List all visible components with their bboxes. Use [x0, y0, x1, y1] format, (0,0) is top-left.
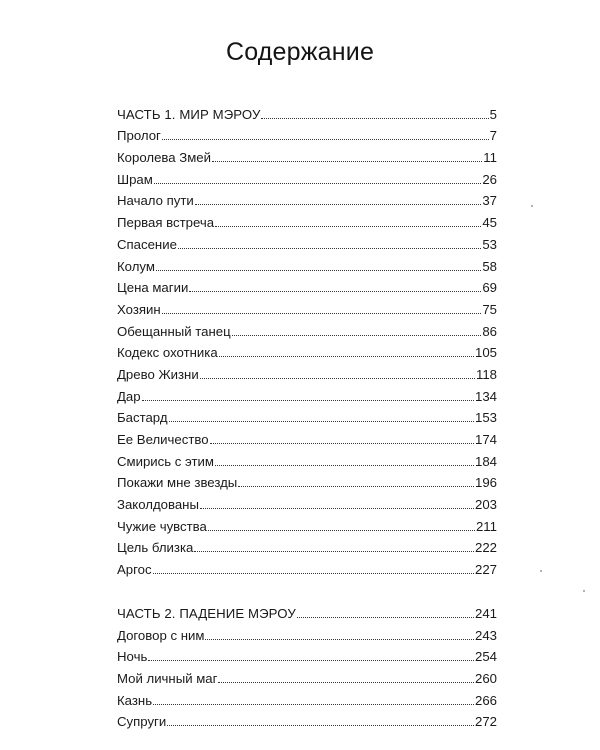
toc-entry	[117, 230, 497, 252]
page-number: 53	[482, 236, 497, 252]
toc-entry	[117, 534, 497, 556]
toc-entry	[117, 469, 497, 491]
dot-leader	[167, 725, 474, 726]
chapter-title: Дар	[117, 388, 141, 404]
toc-entry	[117, 317, 497, 339]
page-number: 153	[474, 410, 497, 426]
chapter-title: Смирись с этим	[117, 453, 214, 469]
chapter-title: Чужие чувства	[117, 518, 207, 534]
toc-entry	[117, 425, 497, 447]
chapter-title: Шрам	[117, 171, 153, 187]
chapter-title: Первая встреча	[117, 215, 215, 231]
page-number: 5	[489, 106, 497, 122]
toc-entry	[117, 360, 497, 382]
page-number: 203	[474, 497, 497, 513]
dot-leader	[210, 443, 474, 444]
dot-leader	[169, 421, 474, 422]
page-number: 241	[474, 605, 497, 621]
chapter-title: Заколдованы	[117, 497, 199, 513]
toc-entry	[117, 512, 497, 534]
dot-leader	[189, 291, 481, 292]
dot-leader	[212, 161, 482, 162]
print-speck	[531, 205, 533, 207]
toc-part-heading	[117, 599, 497, 621]
toc-entry	[117, 382, 497, 404]
chapter-title: Аргос	[117, 562, 152, 578]
dot-leader	[178, 248, 481, 249]
page-number: 184	[474, 453, 497, 469]
chapter-title: Королева Змей	[117, 150, 212, 166]
chapter-title: Бастард	[117, 410, 168, 426]
chapter-title: Мой личный маг	[117, 670, 218, 686]
page-title: Содержание	[225, 38, 375, 66]
page-number: 266	[474, 692, 497, 708]
page-number: 227	[474, 562, 497, 578]
dot-leader	[297, 617, 474, 618]
dot-leader	[142, 400, 474, 401]
chapter-title: Спасение	[117, 236, 177, 252]
chapter-title: Пролог	[117, 128, 161, 144]
dot-leader	[215, 226, 481, 227]
dot-leader	[261, 118, 488, 119]
chapter-title: Супруги	[117, 714, 167, 730]
page-number: 260	[474, 670, 497, 686]
toc-entry	[117, 447, 497, 469]
chapter-title: Кодекс охотника	[117, 345, 218, 361]
dot-leader	[153, 573, 474, 574]
page-number: 45	[482, 215, 497, 231]
dot-leader	[232, 335, 482, 336]
toc-entry	[117, 621, 497, 643]
toc-entry	[117, 664, 497, 686]
dot-leader	[200, 378, 475, 379]
page-number: 134	[474, 388, 497, 404]
chapter-title: Договор с ним	[117, 627, 205, 643]
toc-entry	[117, 208, 497, 230]
toc-entry	[117, 165, 497, 187]
toc-entry	[117, 555, 497, 577]
dot-leader	[238, 486, 474, 487]
dot-leader	[156, 270, 481, 271]
toc-section	[117, 100, 497, 577]
print-speck	[583, 590, 585, 592]
dot-leader	[154, 183, 482, 184]
page-number: 254	[474, 649, 497, 665]
toc-entry	[117, 252, 497, 274]
page-number: 58	[482, 258, 497, 274]
toc-entry	[117, 187, 497, 209]
toc-entry	[117, 122, 497, 144]
page-number: 7	[489, 128, 497, 144]
dot-leader	[205, 639, 474, 640]
toc-entry	[117, 404, 497, 426]
dot-leader	[218, 682, 474, 683]
toc-part-heading	[117, 100, 497, 122]
page-number: 211	[475, 518, 497, 534]
chapter-title: Ее Величество	[117, 432, 209, 447]
page-number: 26	[482, 171, 497, 187]
dot-leader	[194, 551, 474, 552]
toc-entry	[117, 708, 497, 730]
table-of-contents	[117, 100, 497, 729]
page-number: 37	[482, 193, 497, 209]
dot-leader	[200, 508, 474, 509]
page-number: 118	[475, 366, 497, 382]
dot-leader	[153, 704, 474, 705]
toc-entry	[117, 643, 497, 665]
dot-leader	[148, 660, 474, 661]
page-number: 86	[482, 323, 497, 339]
toc-section	[117, 599, 497, 729]
dot-leader	[215, 465, 474, 466]
print-speck	[540, 570, 542, 572]
chapter-title: Древо Жизни	[117, 366, 199, 382]
chapter-title: Колум	[117, 258, 155, 274]
chapter-title: Обещанный танец	[117, 323, 231, 339]
page-number: 105	[474, 345, 497, 361]
dot-leader	[162, 139, 489, 140]
chapter-title: Ночь	[117, 649, 148, 665]
chapter-title: Начало пути	[117, 193, 194, 209]
page-number: 75	[482, 301, 497, 317]
page-number: 174	[474, 432, 497, 447]
chapter-title: Хозяин	[117, 301, 161, 317]
page-number: 222	[474, 540, 497, 556]
page-number: 243	[474, 627, 497, 643]
dot-leader	[195, 204, 482, 205]
part-title: ЧАСТЬ 1. МИР МЭРОУ	[117, 106, 261, 122]
dot-leader	[208, 530, 475, 531]
page-number: 11	[483, 150, 497, 166]
toc-entry	[117, 339, 497, 361]
chapter-title: Покажи мне звезды	[117, 475, 238, 491]
chapter-title: Казнь	[117, 692, 153, 708]
toc-entry	[117, 295, 497, 317]
toc-entry	[117, 490, 497, 512]
page-number: 272	[474, 714, 497, 730]
toc-entry	[117, 274, 497, 296]
part-title: ЧАСТЬ 2. ПАДЕНИЕ МЭРОУ	[117, 605, 296, 621]
chapter-title: Цель близка	[117, 540, 194, 556]
dot-leader	[219, 356, 474, 357]
page-number: 196	[474, 475, 497, 491]
page-number: 69	[482, 280, 497, 296]
dot-leader	[162, 313, 482, 314]
toc-entry	[117, 686, 497, 708]
chapter-title: Цена магии	[117, 280, 189, 296]
toc-entry	[117, 143, 497, 165]
